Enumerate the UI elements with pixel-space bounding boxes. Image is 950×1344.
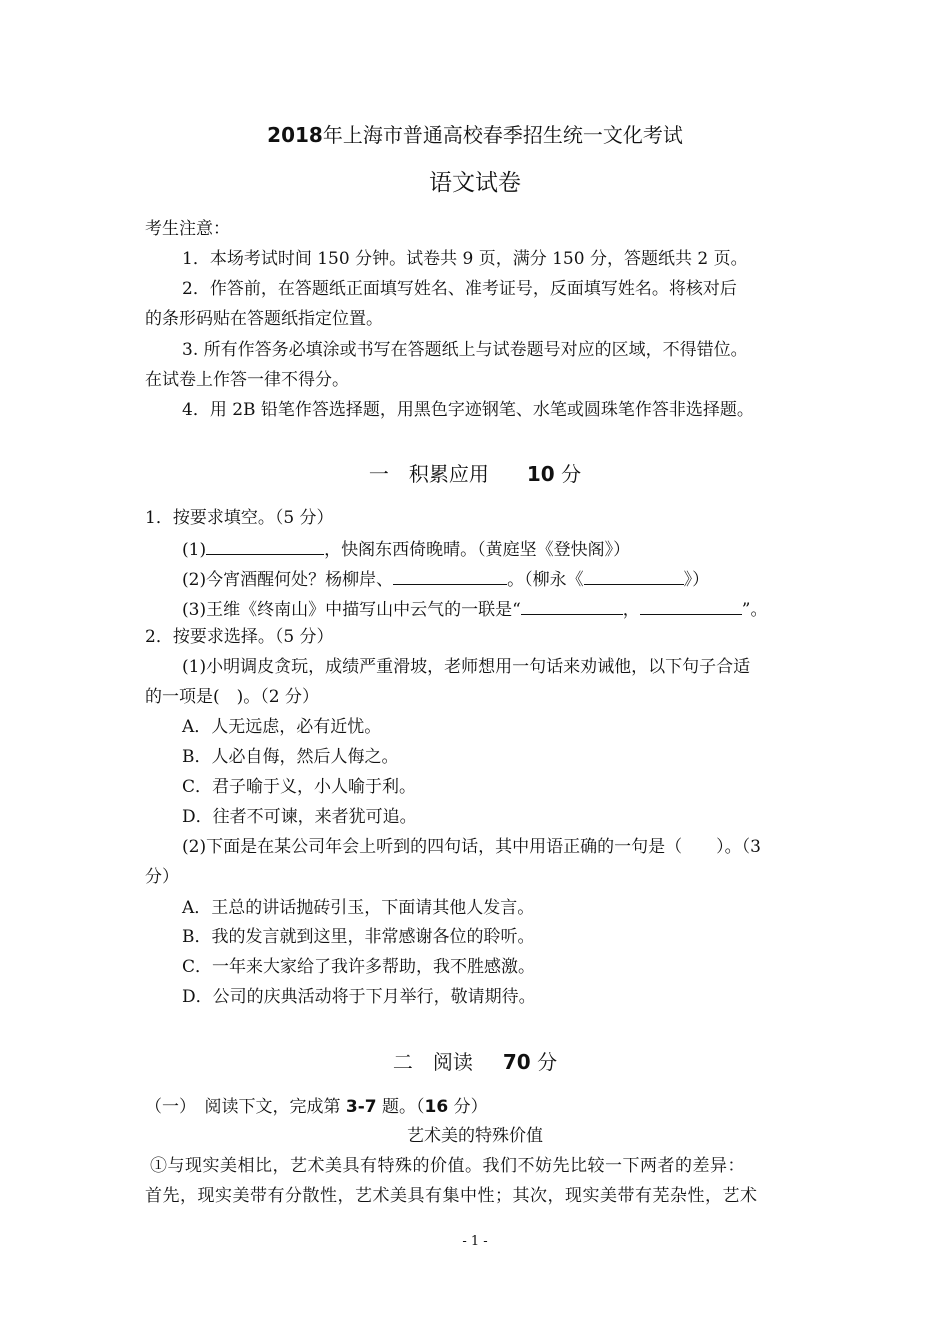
option-a: A．人无远虑，必有近忧。 bbox=[182, 717, 382, 737]
option-c: C．君子喻于义，小人喻于利。 bbox=[182, 777, 417, 797]
question-2-stem: 2．按要求选择。（5 分） bbox=[145, 627, 334, 647]
section-1-heading bbox=[0, 463, 950, 485]
option-d: D．公司的庆典活动将于下月举行，敬请期待。 bbox=[182, 987, 536, 1007]
section-1-score: 10 bbox=[526, 462, 555, 486]
notice-item-2-cont: 的条形码贴在答题纸指定位置。 bbox=[145, 309, 383, 329]
option-d: D．往者不可谏，来者犹可追。 bbox=[182, 807, 417, 827]
page-number: - 1 - bbox=[462, 1234, 488, 1249]
question-1-stem: 1．按要求填空。（5 分） bbox=[145, 508, 334, 528]
question-1-part-2 bbox=[182, 567, 709, 591]
article-title: 艺术美的特殊价值 bbox=[407, 1126, 543, 1146]
notice-item-1: 1．本场考试时间 150 分钟。试卷共 9 页，满分 150 分，答题纸共 2 页。 bbox=[182, 249, 748, 269]
q1-b-prefix: (2)今宵酒醒何处？杨柳岸、 bbox=[182, 570, 394, 590]
option-c: C．一年来大家给了我许多帮助，我不胜感激。 bbox=[182, 957, 536, 977]
question-2-part-1-line2: 的一项是( )。（2 分） bbox=[145, 687, 319, 707]
exam-title bbox=[0, 124, 950, 146]
answer-blank[interactable] bbox=[640, 597, 742, 615]
section-1-label: 一 积累应用 bbox=[368, 462, 489, 486]
reading-intro-text: 分） bbox=[448, 1097, 488, 1117]
notice-item-3: 3. 所有作答务必填涂或书写在答题纸上与试卷题号对应的区域，不得错位。 bbox=[182, 340, 748, 360]
reading-intro-text: （一） 阅读下文，完成第 bbox=[145, 1097, 346, 1117]
reading-question-range: 3-7 bbox=[345, 1097, 377, 1117]
q1-a-prefix: (1) bbox=[182, 540, 207, 560]
q1-c-prefix: (3)王维《终南山》中描写山中云气的一联是“ bbox=[182, 600, 521, 620]
q1-c-suffix: ”。 bbox=[741, 600, 768, 620]
section-1-unit: 分 bbox=[561, 462, 582, 486]
question-1-part-1 bbox=[182, 537, 630, 561]
notice-item-3-cont: 在试卷上作答一律不得分。 bbox=[145, 370, 349, 390]
answer-blank[interactable] bbox=[393, 567, 507, 585]
question-1-part-3 bbox=[182, 597, 767, 621]
option-b: B．人必自侮，然后人侮之。 bbox=[182, 747, 399, 767]
answer-blank[interactable] bbox=[521, 597, 623, 615]
question-2-part-2-line2: 分） bbox=[145, 867, 179, 887]
q1-b-suffix: 》） bbox=[683, 570, 710, 590]
section-2-label: 二 阅读 bbox=[392, 1050, 473, 1074]
section-2-unit: 分 bbox=[537, 1050, 558, 1074]
section-2-score: 70 bbox=[502, 1050, 531, 1074]
notice-item-4: 4．用 2B 铅笔作答选择题，用黑色字迹钢笔、水笔或圆珠笔作答非选择题。 bbox=[182, 400, 754, 420]
exam-title-year: 2018 bbox=[267, 123, 323, 147]
notice-item-2: 2．作答前，在答题纸正面填写姓名、准考证号，反面填写姓名。将核对后 bbox=[182, 279, 737, 299]
option-a: A．王总的讲话抛砖引玉，下面请其他人发言。 bbox=[182, 898, 535, 918]
q1-a-suffix: ，快阁东西倚晚晴。（黄庭坚《登快阁》） bbox=[324, 540, 631, 560]
reading-intro-text: 题。（ bbox=[376, 1097, 425, 1117]
answer-blank[interactable] bbox=[584, 567, 684, 585]
question-2-part-2-line1: (2)下面是在某公司年会上听到的四句话，其中用语正确的一句是（ ）。（3 bbox=[182, 837, 761, 857]
option-b: B．我的发言就到这里，非常感谢各位的聆听。 bbox=[182, 927, 535, 947]
question-2-part-1-line1: (1)小明调皮贪玩，成绩严重滑坡，老师想用一句话来劝诫他，以下句子合适 bbox=[182, 657, 751, 677]
reading-score: 16 bbox=[424, 1097, 449, 1117]
article-paragraph-line1: ①与现实美相比，艺术美具有特殊的价值。我们不妨先比较一下两者的差异： bbox=[150, 1156, 745, 1176]
article-paragraph-line2: 首先，现实美带有分散性，艺术美具有集中性；其次，现实美带有芜杂性，艺术 bbox=[145, 1186, 758, 1206]
exam-subtitle: 语文试卷 bbox=[429, 170, 521, 196]
section-2-heading bbox=[0, 1051, 950, 1073]
reading-intro bbox=[145, 1096, 488, 1118]
q1-c-mid: ， bbox=[622, 600, 640, 620]
exam-title-text: 年上海市普通高校春季招生统一文化考试 bbox=[322, 123, 683, 147]
notice-heading: 考生注意： bbox=[145, 219, 230, 239]
q1-b-mid: 。（柳永《 bbox=[507, 570, 584, 590]
answer-blank[interactable] bbox=[206, 537, 324, 555]
